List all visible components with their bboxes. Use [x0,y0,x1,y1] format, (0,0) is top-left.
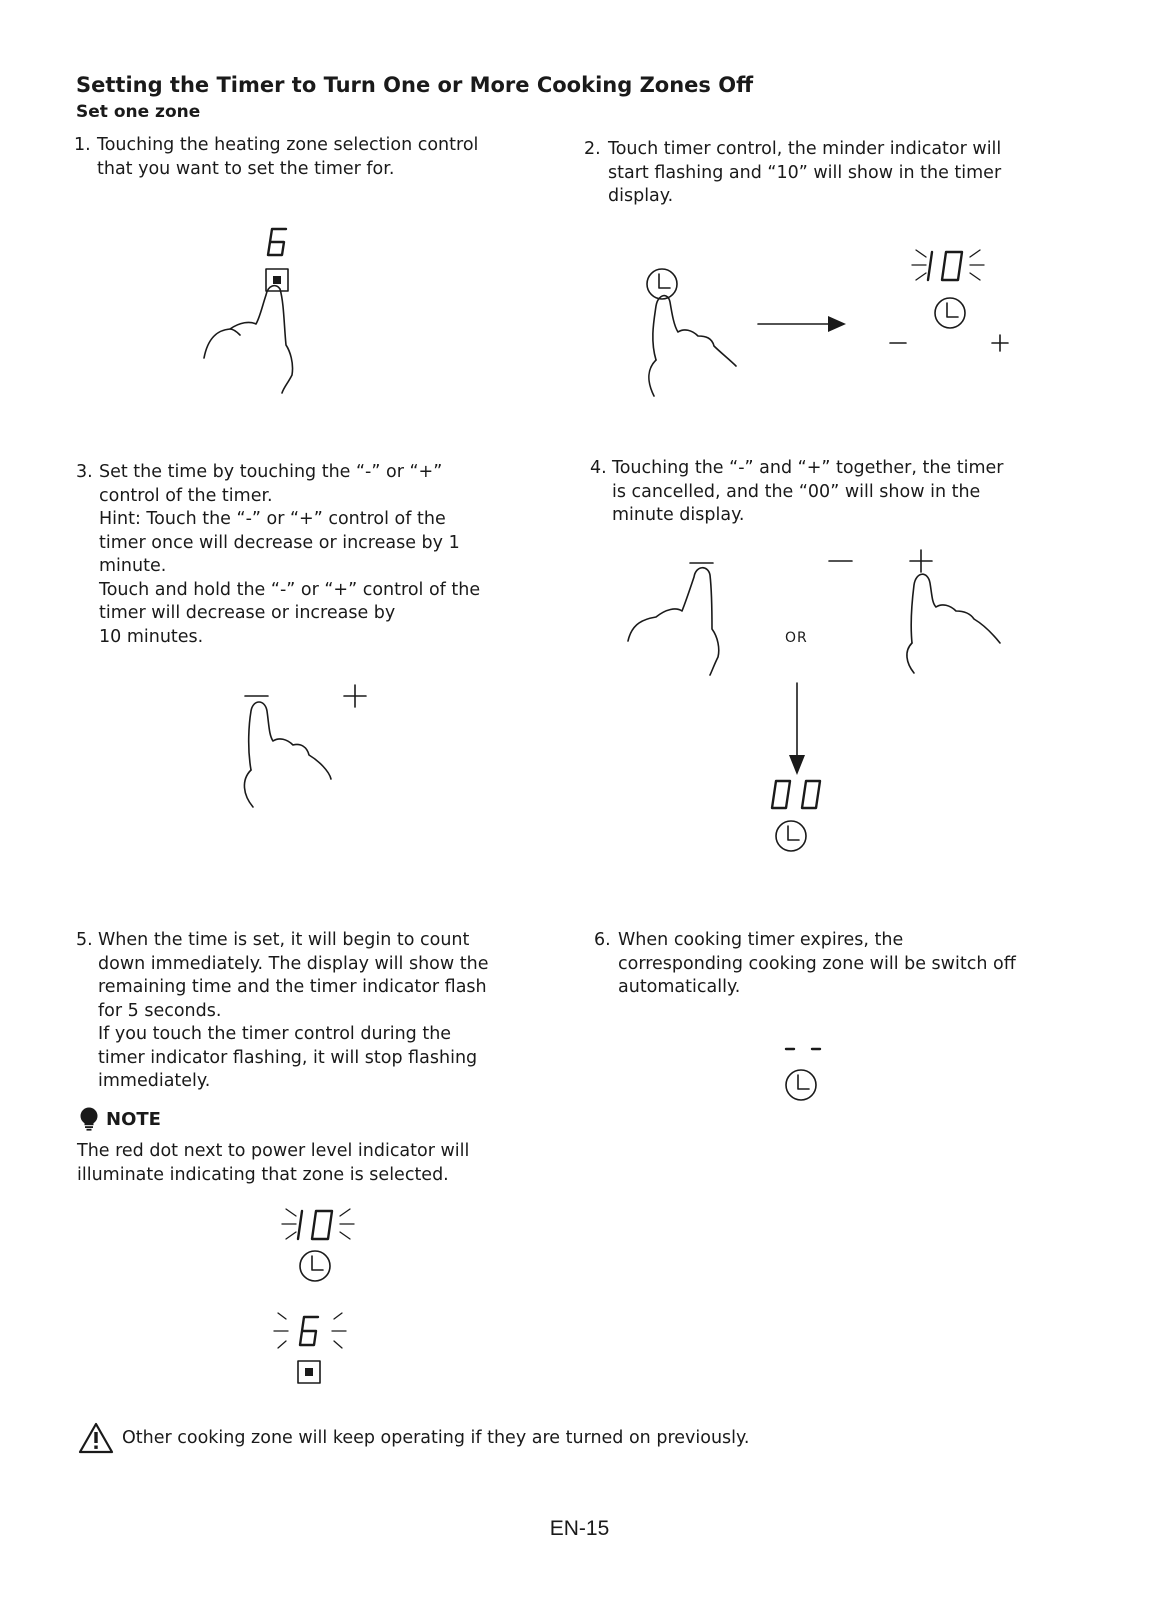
seven-segment-6 [268,229,286,255]
step-line: remaining time and the timer indicator flash [98,977,487,997]
figure-timer-expired [775,1035,845,1105]
step-line: Touch and hold the “-” or “+” control of the [99,579,481,600]
down-arrow-icon [789,683,805,775]
note-line: illuminate indicating that zone is selected. [77,1164,449,1185]
step-line: When the time is set, it will begin to count [98,930,470,950]
step-number: 5. [76,930,93,950]
plus-symbol [992,335,1008,351]
clock-icon [647,269,677,299]
step-line: When cooking timer expires, the [618,930,904,950]
pointing-hand-icon [204,286,293,393]
step-number: 2. [584,139,601,159]
clock-icon [776,821,806,851]
page-number: EN-15 [549,1517,610,1540]
step-line: timer indicator flashing, it will stop flashing [98,1047,478,1068]
step-line: Touching the “-” and “+” together, the timer [612,458,1004,478]
warning-text: Other cooking zone will keep operating if they are turned on previously. [122,1428,750,1448]
pointing-hand-icon [649,296,736,396]
clock-icon [935,298,965,328]
seven-segment-00 [772,781,820,808]
warning-line [78,1422,749,1454]
step-line: timer will decrease or increase by [99,603,396,623]
figure-timer-start [640,240,1020,400]
step-line: control of the timer. [99,485,273,506]
step-line: If you touch the timer control during the [98,1024,452,1044]
or-label: OR [785,630,808,646]
step-line: start flashing and “10” will show in the timer [608,162,1002,183]
note-text [77,1140,469,1187]
step-1 [74,134,534,184]
step-5 [76,929,546,1095]
pointing-hand-icon [628,568,719,675]
warning-triangle-icon [78,1422,114,1454]
flashing-display-6 [274,1313,346,1348]
clock-icon [300,1251,330,1281]
step-3 [76,461,536,651]
figure-set-time [235,685,375,810]
note-line: The red dot next to power level indicator will [77,1141,470,1161]
step-line: that you want to set the timer for. [97,158,395,179]
pointing-hand-icon [907,574,1000,673]
step-line: minute. [99,556,167,576]
note-label: NOTE [106,1108,161,1130]
plus-symbol [910,550,932,572]
flashing-display-10 [282,1209,354,1239]
zone-selector-button [298,1361,320,1383]
step-line: 10 minutes. [99,626,204,647]
step-4 [590,457,1050,529]
section-subtitle: Set one zone [76,102,201,122]
step-line: immediately. [98,1071,211,1091]
step-line: automatically. [618,977,741,997]
page-title: Setting the Timer to Turn One or More Cooking Zones Off [76,73,754,97]
step-line: Hint: Touch the “-” or “+” control of the [99,509,446,529]
step-number: 1. [74,135,91,155]
step-6 [594,929,1074,1001]
right-arrow-icon [758,316,846,332]
step-line: corresponding cooking zone will be switch off [618,953,1016,974]
step-line: down immediately. The display will show the [98,953,489,974]
step-number: 6. [594,930,611,950]
figure-zone-selection [200,225,310,400]
step-number: 4. [590,458,607,478]
clock-icon [786,1070,816,1100]
flashing-display-10 [912,250,984,280]
step-line: for 5 seconds. [98,1000,222,1021]
step-line: is cancelled, and the “00” will show in the [612,481,981,502]
step-number: 3. [76,462,93,482]
step-line: Touch timer control, the minder indicator will [608,139,1002,159]
lightbulb-icon [78,1107,102,1131]
note-heading [78,1107,161,1131]
step-line: Set the time by touching the “-” or “+” [99,462,443,482]
figure-note-displays [270,1205,360,1395]
step-line: timer once will decrease or increase by 1 [99,532,460,553]
plus-symbol [344,685,366,707]
step-line: minute display. [612,505,745,525]
step-2 [584,138,1054,210]
step-line: Touching the heating zone selection control [97,135,479,155]
figure-cancel-timer [620,545,1020,865]
step-line: display. [608,186,674,206]
pointing-hand-icon [244,702,331,807]
